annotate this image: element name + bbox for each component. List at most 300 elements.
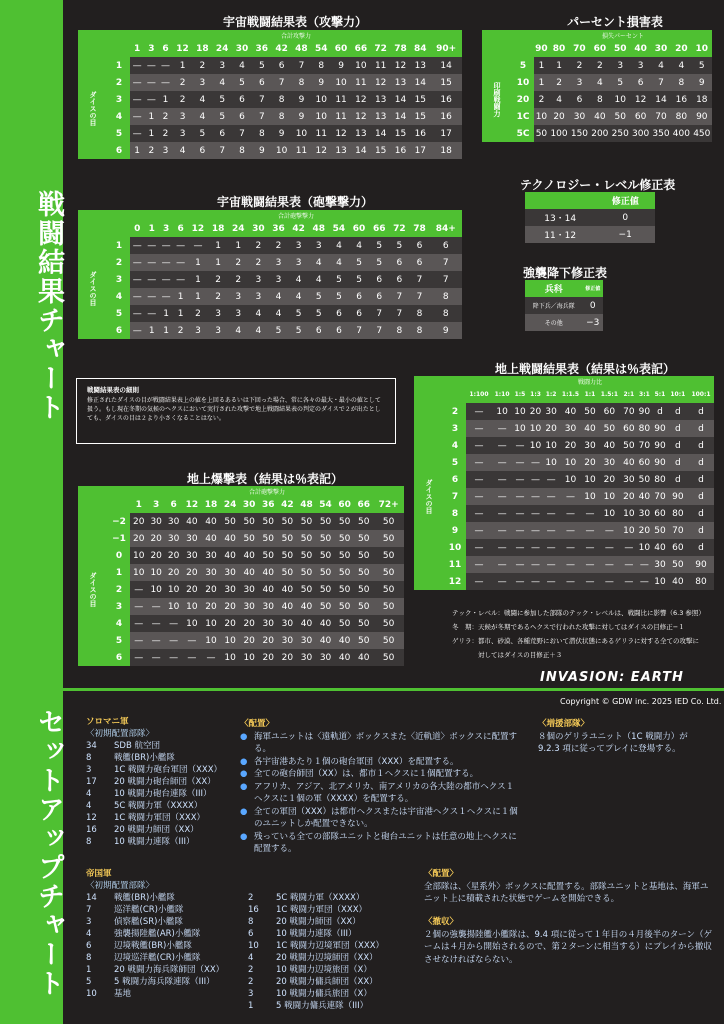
assault-row (525, 314, 603, 331)
space-attack-cell: 6 (212, 125, 232, 142)
space-bombard-cell: 6 (369, 288, 389, 305)
space-attack-cell: 8 (292, 74, 312, 91)
space-attack-cell: 11 (351, 74, 371, 91)
space-attack-cell: 13 (331, 142, 351, 159)
space-attack-cell: 14 (410, 74, 430, 91)
space-attack-cell: 4 (192, 91, 212, 108)
ground-combat-col-header: 1:1 (582, 386, 598, 403)
ground-bombard-cell: 10 (182, 615, 201, 632)
deploy-item (240, 731, 522, 756)
space-attack-cell: 13 (351, 125, 371, 142)
space-bombard-cell: 2 (208, 288, 228, 305)
ground-bombard-col-header: 24 (221, 496, 240, 513)
space-bombard-col-header: 18 (208, 220, 228, 237)
ground-combat-cell: 70 (652, 488, 668, 505)
space-attack-cell: 16 (410, 125, 430, 142)
space-attack-cell: 11 (331, 108, 351, 125)
space-attack-row-header: 4 (108, 108, 130, 125)
space-attack-col-header: 6 (158, 40, 172, 57)
ground-combat-cell: — (492, 522, 512, 539)
ground-combat-cell: — (543, 539, 559, 556)
percent-loss-cell: 3 (610, 57, 630, 74)
ground-combat-cell: 10 (559, 471, 582, 488)
ground-bombard-cell: 30 (221, 581, 240, 598)
space-attack-cell: 15 (371, 142, 391, 159)
imperial2-count: 2 (248, 965, 254, 975)
imperial-count: 4 (86, 929, 92, 939)
imperial2-count: 4 (248, 953, 254, 963)
ground-bombard-cell: 50 (373, 564, 404, 581)
tech-header: 修正値 (595, 192, 655, 209)
space-attack-corner (108, 40, 130, 57)
ground-bombard-cell: 20 (165, 564, 182, 581)
tech-title: テクノロジー・レベル修正表 (520, 178, 676, 192)
ground-bombard-cell: 50 (373, 615, 404, 632)
space-bombard-cell: 5 (268, 322, 288, 339)
space-bombard-cell: 4 (228, 322, 248, 339)
ground-combat-row-header: 9 (444, 522, 466, 539)
percent-loss-sublabel: 損失パーセント (534, 30, 712, 40)
space-attack-cell: 9 (272, 125, 292, 142)
space-attack-cell: 12 (331, 125, 351, 142)
percent-loss-col-header: 40 (630, 40, 650, 57)
ground-combat-cell: 40 (637, 488, 653, 505)
percent-loss-row-header: 5 (512, 57, 534, 74)
space-attack-cell: 8 (311, 57, 331, 74)
ground-combat-cell: 50 (652, 522, 668, 539)
space-attack-cell: 13 (371, 91, 391, 108)
ground-bombard-cell: 20 (278, 649, 297, 666)
percent-loss-cell: 400 (671, 125, 691, 142)
ground-combat-cell: — (543, 505, 559, 522)
percent-loss-sublabel-row (482, 30, 712, 40)
soromani-count: 12 (86, 813, 97, 823)
space-bombard-col-header: 30 (248, 220, 268, 237)
percent-loss-cell: 9 (692, 74, 712, 91)
imperial2-item (248, 928, 418, 940)
ground-bombard-cell: 40 (297, 615, 316, 632)
tech-cell: −1 (595, 226, 655, 243)
space-attack-cell: 13 (410, 57, 430, 74)
space-attack-cell: 8 (252, 125, 272, 142)
ground-combat-cell: — (598, 539, 621, 556)
space-bombard-cell: 4 (309, 254, 329, 271)
space-bombard-cell: 4 (268, 305, 288, 322)
space-bombard-cell: 2 (173, 322, 187, 339)
percent-loss-vlabel: 印刷戦闘力 (482, 57, 512, 142)
space-attack-cell: 10 (272, 142, 292, 159)
percent-loss-cell: 18 (692, 91, 712, 108)
imperial2-count: 1 (248, 1001, 254, 1011)
ground-combat-col-header: 1:1.5 (559, 386, 582, 403)
space-bombard-cell: 3 (248, 288, 268, 305)
space-attack-cell: 16 (430, 108, 462, 125)
imperial2-unit: 1C 戦闘力辺境軍団（XXX） (276, 941, 385, 951)
ground-combat-cell: 10 (621, 522, 637, 539)
ground-combat-cell: 60 (637, 454, 653, 471)
space-attack-cell: — (158, 74, 172, 91)
ground-combat-cell: d (668, 471, 688, 488)
space-bombard-cell: — (159, 254, 173, 271)
space-bombard-cell: 4 (349, 237, 369, 254)
space-attack-row (78, 91, 462, 108)
ground-bombard-cell: 20 (259, 632, 278, 649)
ground-combat-cell: 10 (512, 420, 528, 437)
ground-bombard-cell: — (201, 649, 220, 666)
ground-combat-cell: — (582, 556, 598, 573)
space-bombard-cell: 3 (228, 288, 248, 305)
space-bombard-cell: 8 (430, 305, 462, 322)
ground-bombard-cell: 40 (278, 598, 297, 615)
space-attack-cell: — (158, 57, 172, 74)
ground-bombard-sublabel-row (78, 486, 404, 496)
ground-bombard-row-header: 5 (108, 632, 130, 649)
ground-combat-cell: — (637, 573, 653, 590)
ground-bombard-row-header: 2 (108, 581, 130, 598)
space-bombard-cell: 5 (289, 305, 309, 322)
ground-bombard-row (78, 632, 404, 649)
ground-combat-cell: 70 (637, 437, 653, 454)
ground-combat-cell: d (668, 437, 688, 454)
imperial-unit: 辺境戦艦(BR)小艦隊 (114, 941, 192, 951)
imperial2-unit: 5C 戦闘力軍（XXXX） (276, 893, 365, 903)
ground-bombard-cell: 10 (201, 632, 220, 649)
ground-combat-cell: — (621, 556, 637, 573)
space-attack-cell: 15 (410, 108, 430, 125)
space-attack-cell: 10 (331, 74, 351, 91)
ground-bombard-col-header: 3 (147, 496, 164, 513)
ground-bombard-cell: 50 (335, 615, 354, 632)
imperial-unit: 強襲揚陸艦(AR)小艦隊 (114, 929, 201, 939)
imperial2-unit: 10 戦闘力辺境旅団（X） (276, 965, 372, 975)
ground-combat-cell: 70 (621, 403, 637, 420)
soromani-deploy (240, 718, 522, 856)
ground-bombard-cell: 10 (147, 581, 164, 598)
ground-bombard-row (78, 615, 404, 632)
ground-combat-cell: — (512, 522, 528, 539)
ground-bombard-cell: 50 (240, 530, 259, 547)
space-attack-cell: 15 (430, 74, 462, 91)
percent-loss-col-header: 30 (651, 40, 671, 57)
space-bombard-cell: 5 (389, 237, 409, 254)
space-attack-cell: 12 (351, 108, 371, 125)
ground-bombard-cell: 50 (335, 564, 354, 581)
space-attack-cell: 6 (252, 74, 272, 91)
imperial-count: 8 (86, 953, 92, 963)
ground-combat-corner (444, 376, 466, 386)
ground-bombard-cell: 50 (297, 530, 316, 547)
percent-loss-corner (482, 30, 512, 40)
ground-bombard-corner (108, 486, 130, 496)
ground-combat-cell: 20 (543, 420, 559, 437)
soromani-count: 4 (86, 801, 92, 811)
percent-loss-cell: 1 (549, 57, 569, 74)
imperial2-unit: 1C 戦闘力軍団（XXX） (276, 905, 368, 915)
ground-bombard-cell: 30 (182, 547, 201, 564)
ground-combat-cell: 40 (652, 539, 668, 556)
space-bombard-cell: 1 (208, 237, 228, 254)
ground-combat-cell: 10 (598, 505, 621, 522)
ground-combat-cell: — (559, 488, 582, 505)
ground-combat-cell: 20 (598, 471, 621, 488)
space-attack-cell: 3 (212, 57, 232, 74)
soromani-item (86, 788, 236, 800)
imperial2-item (248, 964, 418, 976)
soromani-count: 16 (86, 825, 97, 835)
percent-loss-cell: 10 (534, 108, 549, 125)
space-attack-cell: 12 (391, 57, 411, 74)
ground-bombard-col-header: 66 (354, 496, 373, 513)
space-bombard-cell: 1 (159, 305, 173, 322)
ground-bombard-cell: 40 (240, 564, 259, 581)
percent-loss-cell: 50 (610, 108, 630, 125)
space-bombard-col-header: 0 (130, 220, 144, 237)
space-bombard-cell: — (130, 271, 144, 288)
ground-combat-cell: 10 (512, 403, 528, 420)
ground-bombard-cell: 30 (165, 530, 182, 547)
space-attack-cell: 2 (173, 91, 193, 108)
ground-combat-cell: — (543, 556, 559, 573)
soromani-unit: 5C 戦闘力軍（XXXX） (114, 801, 203, 811)
ground-bombard-cell: — (165, 649, 182, 666)
percent-loss-cell: 60 (630, 108, 650, 125)
ground-combat-cell: — (543, 522, 559, 539)
ground-combat-row (414, 505, 714, 522)
ground-bombard-cell: 40 (316, 615, 335, 632)
space-attack-cell: 5 (212, 108, 232, 125)
ground-bombard-cell: 50 (316, 598, 335, 615)
imperial-item (86, 928, 246, 940)
ground-bombard-cell: 30 (165, 513, 182, 530)
space-bombard-cell: — (144, 237, 158, 254)
percent-loss-row-header: 1C (512, 108, 534, 125)
imp-deploy-title: 〈配置〉 (424, 869, 459, 879)
ground-combat-cell: — (466, 539, 492, 556)
ground-combat-row (414, 403, 714, 420)
imperial2-count: 6 (248, 929, 254, 939)
ground-combat-cell: 60 (652, 505, 668, 522)
ground-bombard-cell: 50 (373, 632, 404, 649)
ground-combat-cell: 10 (652, 573, 668, 590)
ground-bombard-cell: — (130, 632, 147, 649)
ground-bombard-cell: — (130, 581, 147, 598)
imperial2-unit: 20 戦闘力傭兵師団（XX） (276, 977, 378, 987)
imperial-count: 7 (86, 905, 92, 915)
space-bombard-corner (78, 220, 108, 237)
space-bombard-cell: 4 (329, 254, 349, 271)
percent-loss-cell: 200 (590, 125, 610, 142)
space-bombard-cell: 7 (389, 288, 409, 305)
space-attack-cell: 11 (331, 91, 351, 108)
ground-combat-cell: — (466, 471, 492, 488)
ground-combat-col-header: 1:100 (466, 386, 492, 403)
ground-bombard-cell: 30 (278, 615, 297, 632)
space-bombard-cell: 2 (248, 254, 268, 271)
ground-combat-cell: — (559, 573, 582, 590)
withdraw (424, 916, 714, 966)
ground-combat-cell: — (512, 471, 528, 488)
ground-bombard-cell: 30 (297, 632, 316, 649)
soromani-count: 8 (86, 753, 92, 763)
percent-loss-cell: 150 (569, 125, 589, 142)
ground-combat-cell: d (688, 522, 714, 539)
percent-loss-cell: 2 (549, 74, 569, 91)
ground-combat-col-header: 1.5:1 (598, 386, 621, 403)
percent-loss-cell: 7 (651, 74, 671, 91)
space-bombard-cell: 6 (349, 305, 369, 322)
percent-loss-col-header: 20 (671, 40, 691, 57)
imperial2-item (248, 976, 418, 988)
space-bombard-cell: — (159, 288, 173, 305)
ground-combat-cell: 40 (598, 437, 621, 454)
space-attack-cell: 1 (144, 108, 158, 125)
imperial-forces-2 (248, 892, 418, 1012)
imperial-sub: 〈初期配置部隊〉 (86, 881, 155, 891)
space-attack-cell: 4 (192, 108, 212, 125)
ground-combat-cell: — (492, 437, 512, 454)
imperial2-unit: 20 戦闘力師団（XX） (276, 917, 361, 927)
space-bombard-corner (108, 220, 130, 237)
deploy-text: 海軍ユニットは〈遠軌道〉ボックスまた〈近軌道〉ボックスに配置する。 (254, 731, 517, 754)
space-bombard-cell: 1 (173, 305, 187, 322)
space-attack-cell: — (144, 57, 158, 74)
percent-loss-col-header: 50 (610, 40, 630, 57)
ground-combat-row (414, 420, 714, 437)
ground-combat-cell: — (582, 505, 598, 522)
space-attack-col-header: 90+ (430, 40, 462, 57)
space-attack-cell: 1 (144, 125, 158, 142)
ground-bombard-title: 地上爆撃表（結果は％表記） (186, 472, 343, 486)
soromani-sub: 〈初期配置部隊〉 (86, 729, 155, 739)
ground-bombard-cell: 30 (201, 547, 220, 564)
space-bombard-cell: 1 (173, 288, 187, 305)
assault-title: 強襲降下修正表 (522, 266, 607, 280)
space-bombard-col-header: 84+ (430, 220, 462, 237)
space-attack-row (78, 74, 462, 91)
space-attack-cell: 8 (272, 108, 292, 125)
imperial-title: 帝国軍 (86, 869, 112, 879)
space-attack-corner (108, 30, 130, 40)
ground-combat-cell: 40 (621, 454, 637, 471)
percent-loss-cell: 6 (630, 74, 650, 91)
imperial-item (86, 940, 246, 952)
ground-bombard-cell: 50 (316, 581, 335, 598)
ground-bombard-row (78, 547, 404, 564)
ground-bombard-cell: 50 (354, 581, 373, 598)
ground-bombard-cell: 40 (240, 547, 259, 564)
ground-bombard-cell: 30 (182, 530, 201, 547)
ground-combat-sublabel-row (414, 376, 714, 386)
space-attack-cell: 9 (331, 57, 351, 74)
percent-loss-cell: 90 (692, 108, 712, 125)
space-bombard-cell: 4 (268, 288, 288, 305)
space-attack-cell: 6 (192, 142, 212, 159)
space-bombard-col-header: 78 (409, 220, 429, 237)
space-attack-col-header: 66 (351, 40, 371, 57)
ground-bombard-row (78, 513, 404, 530)
ground-combat-cell: — (492, 573, 512, 590)
ground-combat-cell: — (543, 573, 559, 590)
ground-combat-row (414, 539, 714, 556)
ground-bombard-cell: 50 (278, 530, 297, 547)
space-attack-cell: 2 (158, 125, 172, 142)
space-bombard-row (78, 237, 462, 254)
ground-combat-cell: — (621, 573, 637, 590)
space-bombard-cell: 8 (409, 322, 429, 339)
space-attack-cell: 4 (212, 74, 232, 91)
ground-bombard-cell: 10 (240, 649, 259, 666)
ground-combat-cell: d (668, 454, 688, 471)
space-attack-title: 宇宙戦闘結果表（攻撃力） (222, 15, 367, 29)
space-attack-cell: 2 (144, 142, 158, 159)
space-attack-col-header: 3 (144, 40, 158, 57)
ground-bombard-corner (108, 496, 130, 513)
ground-bombard-vlabel: ダイスの目 (78, 513, 108, 666)
space-attack-cell: 6 (232, 108, 252, 125)
space-attack-col-header: 18 (192, 40, 212, 57)
ground-combat-cell: 90 (652, 454, 668, 471)
ground-combat-cell: d (688, 471, 714, 488)
deploy-text: 全ての軍団（XXX）は都市ヘクスまたは宇宙港ヘクス１ヘクスに１個のユニットしか配置できない。 (254, 806, 518, 829)
ground-combat-cell: — (466, 505, 492, 522)
space-attack-cell: 14 (391, 108, 411, 125)
imperial2-unit: 5 戦闘力傭兵連隊（III） (276, 1001, 369, 1011)
percent-loss-col-header: 80 (549, 40, 569, 57)
ground-combat-cell: — (512, 505, 528, 522)
space-attack-cell: 5 (212, 91, 232, 108)
ground-combat-cell: 90 (637, 403, 653, 420)
space-bombard-cell: 4 (329, 237, 349, 254)
space-bombard-cell: — (144, 271, 158, 288)
soromani-unit: 戦艦(BR)小艦隊 (114, 753, 175, 763)
percent-loss-cell: 2 (590, 57, 610, 74)
space-bombard-cell: 7 (409, 288, 429, 305)
tech-header-row (525, 192, 655, 209)
ground-combat-cell: 40 (559, 403, 582, 420)
ground-bombard-cell: 50 (316, 513, 335, 530)
ground-bombard-cell: 50 (316, 564, 335, 581)
space-attack-col-header: 1 (130, 40, 144, 57)
ground-combat-cell: 50 (637, 471, 653, 488)
ground-bombard-cell: 10 (182, 598, 201, 615)
ground-bombard-cell: 50 (335, 513, 354, 530)
ground-combat-col-header: 5:1 (652, 386, 668, 403)
space-attack-cell: 11 (371, 57, 391, 74)
ground-combat-cell: 10 (621, 505, 637, 522)
ground-combat-row (414, 522, 714, 539)
space-attack-cell: — (130, 91, 144, 108)
ground-combat-cell: 10 (543, 454, 559, 471)
ground-combat-cell: — (492, 556, 512, 573)
ground-bombard-col-header: 18 (201, 496, 220, 513)
soromani-forces (86, 716, 236, 848)
space-bombard-cell: 7 (369, 322, 389, 339)
percent-loss-cell: 50 (534, 125, 549, 142)
ground-combat-cell: 30 (582, 437, 598, 454)
space-bombard-col-header: 24 (228, 220, 248, 237)
ground-combat-cell: — (559, 556, 582, 573)
ground-combat-cell: — (466, 522, 492, 539)
imperial-unit: 偵察艦(SR)小艦隊 (114, 917, 183, 927)
percent-loss-cell: 70 (651, 108, 671, 125)
space-bombard-cell: 5 (309, 305, 329, 322)
ground-combat-cell: 20 (528, 403, 544, 420)
soromani-count: 3 (86, 765, 92, 775)
space-attack-col-header: 60 (331, 40, 351, 57)
space-bombard-cell: 5 (369, 237, 389, 254)
space-attack-cell: 13 (391, 74, 411, 91)
bullet-icon: ● (240, 831, 248, 842)
